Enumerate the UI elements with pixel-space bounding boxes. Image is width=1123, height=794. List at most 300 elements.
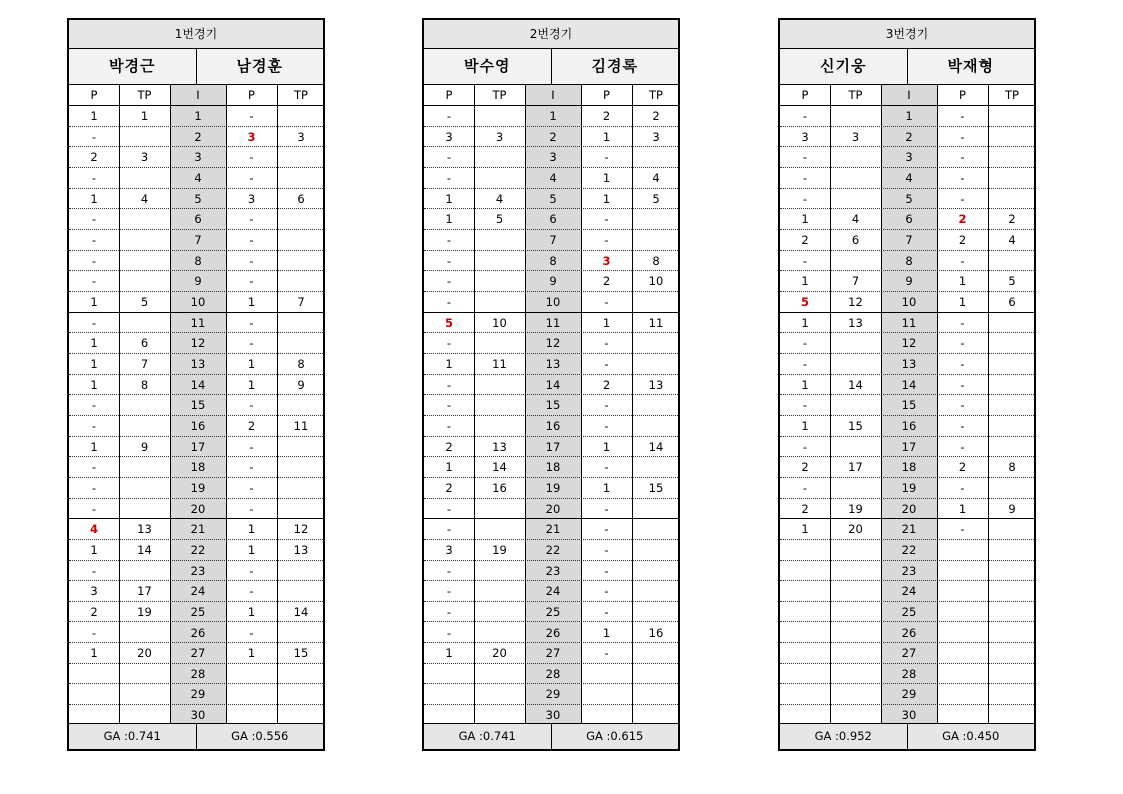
table-cell: - <box>960 522 965 537</box>
table-cell: - <box>446 170 452 185</box>
table-cell <box>474 147 525 167</box>
table-cell <box>69 664 119 684</box>
table-cell <box>119 499 170 519</box>
table-cell <box>119 271 170 291</box>
table-cell: - <box>960 418 965 433</box>
table-cell: 2 <box>194 129 202 144</box>
table-cell <box>119 168 170 188</box>
column-header: TP <box>1005 88 1019 102</box>
table-cell <box>780 602 830 622</box>
table-cell: - <box>604 563 609 578</box>
table-cell <box>119 684 170 704</box>
table-cell: 1 <box>247 522 256 537</box>
table-cell: - <box>446 294 452 309</box>
table-cell: 4 <box>140 191 149 206</box>
table-cell: 22 <box>545 542 561 557</box>
table-cell <box>474 499 525 519</box>
table-cell: - <box>960 377 965 392</box>
table-cell: - <box>604 501 609 516</box>
table-cell: 1 <box>602 625 611 640</box>
table-cell <box>988 581 1036 601</box>
table-cell: 19 <box>492 542 507 557</box>
table-cell <box>830 251 881 271</box>
table-cell: 2 <box>801 460 809 475</box>
table-cell <box>632 416 680 436</box>
table-cell: 20 <box>901 501 917 516</box>
table-row <box>780 230 1034 251</box>
table-cell: 3 <box>90 584 98 599</box>
table-cell <box>277 147 325 167</box>
table-cell <box>780 643 830 663</box>
table-cell: - <box>802 336 808 351</box>
table-cell: 10 <box>190 294 206 309</box>
table-cell: 15 <box>901 398 917 413</box>
table-cell: - <box>604 604 609 619</box>
table-cell: 14 <box>492 460 507 475</box>
table-cell: 22 <box>190 542 206 557</box>
table-row <box>424 540 678 561</box>
table-cell: 1 <box>801 274 809 289</box>
table-cell: - <box>446 336 452 351</box>
table-cell: 11 <box>648 315 664 330</box>
table-cell: 8 <box>194 253 202 268</box>
table-cell <box>474 684 525 704</box>
table-cell <box>830 664 881 684</box>
table-cell: 2 <box>445 439 453 454</box>
table-cell: - <box>249 480 254 495</box>
table-cell <box>119 209 170 229</box>
table-cell <box>937 684 988 704</box>
table-cell <box>119 664 170 684</box>
table-cell <box>581 664 632 684</box>
ga-summary <box>780 723 1034 749</box>
table-cell: - <box>249 439 254 454</box>
table-cell <box>830 437 881 457</box>
table-cell <box>474 519 525 539</box>
table-cell <box>474 333 525 353</box>
table-cell: 1 <box>90 294 98 309</box>
table-cell: - <box>91 253 97 268</box>
table-row <box>780 375 1034 396</box>
inning-rows <box>780 106 1034 726</box>
table-cell: 3 <box>247 191 256 206</box>
table-row <box>424 271 678 292</box>
table-cell <box>988 106 1036 126</box>
table-cell <box>119 416 170 436</box>
table-cell: 9 <box>549 274 557 289</box>
column-divider <box>277 85 278 726</box>
table-row <box>69 561 323 582</box>
table-cell: 12 <box>293 522 309 537</box>
table-cell: 23 <box>190 563 206 578</box>
table-cell: 1 <box>247 604 256 619</box>
player-right-name: 남경훈 <box>236 57 283 75</box>
table-row <box>424 395 678 416</box>
table-cell: 1 <box>90 109 98 123</box>
column-divider <box>581 85 582 726</box>
table-cell: 1 <box>549 109 557 123</box>
table-cell: - <box>91 170 97 185</box>
table-cell: - <box>446 501 452 516</box>
table-cell: 4 <box>549 170 557 185</box>
table-cell: 1 <box>90 439 98 454</box>
table-cell: - <box>249 501 254 516</box>
table-cell <box>277 664 325 684</box>
table-cell: - <box>91 460 97 475</box>
table-cell: 1 <box>445 191 453 206</box>
table-cell <box>632 354 680 374</box>
table-cell: 21 <box>190 522 206 537</box>
table-cell: 1 <box>140 109 149 123</box>
table-cell: 13 <box>492 439 507 454</box>
table-cell <box>424 684 474 704</box>
table-cell: 24 <box>190 584 206 599</box>
table-cell: 6 <box>194 212 202 227</box>
table-cell: 1 <box>801 377 809 392</box>
table-cell <box>474 106 525 126</box>
table-cell <box>937 643 988 663</box>
table-cell: 1 <box>445 356 453 371</box>
table-cell: 7 <box>549 232 557 247</box>
table-cell: - <box>446 232 452 247</box>
table-cell: 15 <box>848 418 863 433</box>
table-cell: - <box>604 522 609 537</box>
table-cell: 1 <box>247 356 256 371</box>
table-row <box>780 581 1034 602</box>
table-cell: 2 <box>602 109 611 123</box>
table-cell: 8 <box>549 253 557 268</box>
table-row <box>69 251 323 272</box>
table-cell: 1 <box>602 480 611 495</box>
table-cell: 1 <box>602 129 611 144</box>
table-cell <box>632 602 680 622</box>
table-cell <box>632 230 680 250</box>
table-cell: - <box>91 501 97 516</box>
table-cell: 9 <box>905 274 913 289</box>
table-cell: - <box>91 274 97 289</box>
table-row <box>424 684 678 705</box>
table-cell: - <box>249 274 254 289</box>
column-divider <box>226 85 227 726</box>
table-cell: 5 <box>495 212 504 227</box>
table-cell: - <box>249 253 254 268</box>
table-cell <box>277 106 325 126</box>
table-cell <box>830 602 881 622</box>
table-cell: 2 <box>1008 212 1016 227</box>
column-divider <box>830 85 831 726</box>
player-names <box>780 49 1034 85</box>
table-cell: 19 <box>901 480 917 495</box>
table-cell: 3 <box>602 253 611 268</box>
table-cell: 4 <box>1008 232 1016 247</box>
table-cell <box>830 540 881 560</box>
table-cell <box>988 313 1036 333</box>
table-cell <box>988 437 1036 457</box>
table-cell: 27 <box>190 646 206 661</box>
table-cell: 3 <box>140 150 149 165</box>
table-cell: 1 <box>247 542 256 557</box>
table-cell: 12 <box>848 294 863 309</box>
table-cell: 4 <box>851 212 860 227</box>
table-cell: - <box>802 109 808 123</box>
table-row <box>780 271 1034 292</box>
table-cell: 22 <box>901 542 917 557</box>
table-cell <box>937 581 988 601</box>
table-cell <box>632 561 680 581</box>
table-cell: 2 <box>958 212 967 227</box>
table-cell: 7 <box>194 232 202 247</box>
table-cell: - <box>960 315 965 330</box>
table-cell: 13 <box>137 522 152 537</box>
column-divider <box>170 85 171 726</box>
table-row <box>69 230 323 251</box>
table-cell: 13 <box>901 356 917 371</box>
table-cell: 1 <box>445 646 453 661</box>
table-cell <box>780 623 830 643</box>
table-cell: - <box>249 460 254 475</box>
table-cell: - <box>960 129 965 144</box>
table-cell: 7 <box>140 356 149 371</box>
table-cell <box>226 664 277 684</box>
table-cell: 2 <box>90 150 98 165</box>
table-row <box>780 168 1034 189</box>
table-cell: - <box>91 563 97 578</box>
table-cell: - <box>802 439 808 454</box>
table-cell: - <box>446 522 452 537</box>
table-cell: 6 <box>140 336 149 351</box>
table-cell <box>988 684 1036 704</box>
table-cell: - <box>249 150 254 165</box>
table-cell <box>474 623 525 643</box>
table-cell: 4 <box>652 170 660 185</box>
table-cell: 13 <box>293 542 309 557</box>
table-cell <box>937 602 988 622</box>
table-cell: 1 <box>801 418 809 433</box>
table-cell: - <box>91 212 97 227</box>
table-cell: 17 <box>190 439 206 454</box>
table-row <box>424 127 678 148</box>
table-cell: 3 <box>194 150 202 165</box>
table-cell <box>277 457 325 477</box>
table-cell <box>277 230 325 250</box>
table-cell: 1 <box>247 377 256 392</box>
table-cell: 12 <box>901 336 917 351</box>
table-cell <box>474 664 525 684</box>
table-cell <box>780 664 830 684</box>
table-cell: 17 <box>848 460 863 475</box>
table-cell: 3 <box>549 150 557 165</box>
table-row <box>69 437 323 458</box>
table-cell: 18 <box>901 460 917 475</box>
table-cell: - <box>249 315 254 330</box>
table-cell: 11 <box>492 356 507 371</box>
table-cell: 23 <box>545 563 561 578</box>
game-title: 1번경기 <box>69 20 323 49</box>
table-cell: - <box>249 563 254 578</box>
table-cell <box>830 395 881 415</box>
ga-left: GA :0.741 <box>424 724 552 749</box>
table-row <box>424 230 678 251</box>
table-cell <box>988 395 1036 415</box>
table-cell: 3 <box>652 129 660 144</box>
table-cell: 25 <box>901 604 917 619</box>
table-cell: 12 <box>545 336 561 351</box>
table-cell <box>937 561 988 581</box>
table-cell: 1 <box>602 191 611 206</box>
table-cell: 4 <box>495 191 504 206</box>
table-cell: - <box>446 563 452 578</box>
table-row <box>780 623 1034 644</box>
table-row <box>424 251 678 272</box>
table-cell: - <box>446 274 452 289</box>
table-row <box>69 395 323 416</box>
table-cell: 1 <box>90 646 98 661</box>
table-row <box>69 478 323 499</box>
table-cell: 3 <box>801 129 809 144</box>
table-cell: 9 <box>140 439 149 454</box>
table-cell: - <box>249 336 254 351</box>
table-cell: 9 <box>194 274 202 289</box>
table-cell <box>119 313 170 333</box>
table-cell: - <box>960 170 965 185</box>
table-row <box>69 540 323 561</box>
column-header-row <box>424 85 678 106</box>
table-cell <box>277 437 325 457</box>
table-cell: 28 <box>901 666 917 681</box>
table-cell: 20 <box>492 646 507 661</box>
table-cell: 15 <box>648 480 664 495</box>
table-cell: 2 <box>247 418 256 433</box>
table-row <box>69 313 323 334</box>
ga-right: GA :0.556 <box>231 729 289 743</box>
table-row <box>424 333 678 354</box>
table-row <box>69 664 323 685</box>
table-cell: - <box>91 398 97 413</box>
table-cell <box>632 209 680 229</box>
table-cell: 4 <box>194 170 202 185</box>
table-cell: - <box>960 109 965 123</box>
table-cell <box>277 684 325 704</box>
ga-right: GA :0.450 <box>942 729 1000 743</box>
table-cell: - <box>604 418 609 433</box>
table-cell <box>830 684 881 704</box>
scoresheet-game-3 <box>778 18 1036 751</box>
table-cell <box>988 168 1036 188</box>
table-cell <box>988 478 1036 498</box>
table-cell <box>632 540 680 560</box>
table-cell: 17 <box>545 439 561 454</box>
table-cell: 2 <box>652 109 660 123</box>
table-cell: 27 <box>545 646 561 661</box>
table-cell: 21 <box>545 522 561 537</box>
table-cell <box>988 540 1036 560</box>
table-cell <box>277 478 325 498</box>
table-cell: 4 <box>89 522 98 537</box>
table-cell <box>474 375 525 395</box>
table-cell: - <box>960 439 965 454</box>
table-cell: 2 <box>90 604 98 619</box>
table-cell <box>277 251 325 271</box>
table-cell: 30 <box>190 708 206 723</box>
table-cell <box>632 395 680 415</box>
table-cell <box>830 581 881 601</box>
table-cell <box>474 292 525 312</box>
table-row <box>780 147 1034 168</box>
table-cell: 28 <box>190 666 206 681</box>
table-cell: 19 <box>190 480 206 495</box>
game-title: 2번경기 <box>424 20 678 49</box>
table-cell: 1 <box>958 294 967 309</box>
table-row <box>424 416 678 437</box>
table-row <box>69 147 323 168</box>
ga-summary <box>424 723 678 749</box>
table-cell <box>119 561 170 581</box>
table-cell: - <box>960 150 965 165</box>
column-header: P <box>90 88 98 102</box>
table-cell <box>119 251 170 271</box>
table-cell <box>226 684 277 704</box>
table-cell <box>988 189 1036 209</box>
table-cell <box>277 168 325 188</box>
table-cell: - <box>604 584 609 599</box>
column-divider <box>474 85 475 726</box>
table-cell: 3 <box>297 129 305 144</box>
table-cell <box>988 333 1036 353</box>
player-left-name: 박경근 <box>69 49 197 84</box>
table-cell: - <box>446 584 452 599</box>
table-cell: 29 <box>901 687 917 702</box>
table-row <box>780 437 1034 458</box>
table-cell <box>632 457 680 477</box>
table-cell: - <box>604 232 609 247</box>
table-row <box>69 271 323 292</box>
table-cell <box>277 313 325 333</box>
table-cell <box>830 623 881 643</box>
table-cell: 19 <box>137 604 152 619</box>
column-divider <box>632 85 633 726</box>
table-row <box>424 478 678 499</box>
table-cell: 18 <box>545 460 561 475</box>
table-cell: 24 <box>545 584 561 599</box>
table-row <box>780 561 1034 582</box>
column-header: TP <box>848 88 863 102</box>
table-cell: 6 <box>549 212 557 227</box>
table-cell: 3 <box>247 129 256 144</box>
table-row <box>780 540 1034 561</box>
table-row <box>424 313 678 334</box>
table-cell <box>780 581 830 601</box>
table-cell: 1 <box>801 315 809 330</box>
table-cell <box>830 478 881 498</box>
table-cell <box>119 478 170 498</box>
table-cell <box>277 499 325 519</box>
table-cell: 16 <box>901 418 917 433</box>
table-cell <box>830 643 881 663</box>
table-row <box>424 499 678 520</box>
table-cell: 29 <box>190 687 206 702</box>
table-cell <box>119 457 170 477</box>
table-row <box>69 354 323 375</box>
table-cell: 2 <box>445 480 453 495</box>
table-cell: 3 <box>445 129 453 144</box>
player-left-name: 신기웅 <box>780 49 908 84</box>
table-cell: 15 <box>293 646 309 661</box>
table-cell <box>988 354 1036 374</box>
table-cell: 28 <box>545 666 561 681</box>
table-cell: - <box>960 253 965 268</box>
table-row <box>424 147 678 168</box>
table-row <box>69 602 323 623</box>
